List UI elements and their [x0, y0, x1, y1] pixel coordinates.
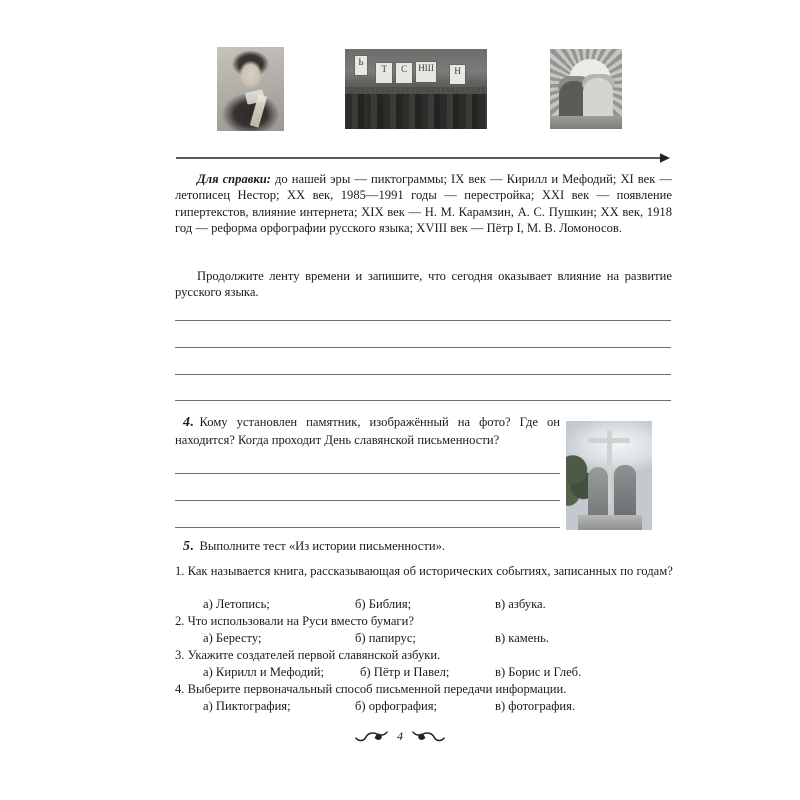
- task-5-text: Выполните тест «Из истории письменности».: [199, 539, 446, 553]
- test-question-number: 3.: [175, 648, 185, 662]
- test-question-number: 2.: [175, 614, 185, 628]
- continue-timeline-text: Продолжите ленту времени и запишите, что сегодня оказывает влияние на развитие русского языка.: [175, 269, 672, 300]
- task-4-number: 4.: [183, 415, 195, 430]
- answer-line[interactable]: [175, 500, 560, 501]
- test-option-a[interactable]: а) Летопись;: [203, 597, 270, 611]
- test-options-row: [175, 630, 675, 647]
- demo-crowd: [345, 94, 487, 129]
- poster-illustration-image: [550, 49, 622, 129]
- test-option-c[interactable]: в) камень.: [495, 631, 549, 645]
- test-question-text: Как называется книга, рассказывающая об исторических событиях, записанных по годам?: [187, 564, 673, 578]
- page-number: 4: [397, 728, 403, 743]
- ornament-right-icon: [411, 729, 445, 743]
- monument-pedestal: [578, 515, 642, 530]
- placard-letter: Т: [376, 63, 392, 83]
- poster-ground: [550, 116, 622, 129]
- reference-body-text: до нашей эры — пиктограммы; IX век — Кирилл и Мефодий; XI век — летописец Нестор; XX век, 1985—1991 годы — перестройка; XXI век — появление гипертекстов, влияние интернета; XIX век — Н. М. Карамзин, А. С. Пушкин; XX век, 1918 год — реформа орфографии русского языка; XVIII век — Пётр I, М. В. Ломоносов.: [175, 172, 672, 235]
- test-option-b[interactable]: б) папирус;: [355, 631, 416, 645]
- answer-line[interactable]: [175, 374, 671, 375]
- answer-line[interactable]: [175, 320, 671, 321]
- ornament-left-icon: [355, 729, 389, 743]
- test-question-text: Укажите создателей первой славянской азбуки.: [187, 648, 441, 662]
- test-options-row: [175, 698, 675, 715]
- task-5: [175, 538, 635, 556]
- page-footer: [0, 727, 800, 744]
- test-question-text: Выберите первоначальный способ письменной передачи информации.: [187, 682, 567, 696]
- timeline-arrow: [176, 152, 670, 164]
- test-option-b[interactable]: б) Пётр и Павел;: [360, 665, 450, 679]
- test-option-c[interactable]: в) азбука.: [495, 597, 546, 611]
- monument-figure-right: [614, 465, 636, 517]
- test-question: [175, 647, 675, 664]
- answer-line[interactable]: [175, 527, 560, 528]
- test-question-number: 4.: [175, 682, 185, 696]
- test-option-a[interactable]: а) Кирилл и Мефодий;: [203, 665, 324, 679]
- photo-literacy-demonstration-image: [345, 49, 487, 129]
- continue-timeline-instruction: [175, 268, 672, 301]
- test-options-row: [175, 596, 675, 613]
- monument-figure-left: [588, 467, 608, 517]
- placard-letter: Н: [450, 65, 465, 84]
- test-question: [175, 613, 675, 630]
- test-question: [175, 681, 675, 698]
- test-question: [175, 563, 675, 580]
- test-option-c[interactable]: в) Борис и Глеб.: [495, 665, 582, 679]
- monument-cross-horizontal: [588, 438, 629, 443]
- test-option-c[interactable]: в) фотография.: [495, 699, 576, 713]
- task-4-text: Кому установлен памятник, изображённый на фото? Где он находится? Когда проходит День славянской письменности?: [175, 415, 560, 447]
- answer-line[interactable]: [175, 473, 560, 474]
- answer-line[interactable]: [175, 400, 671, 401]
- test-question-number: 1.: [175, 564, 185, 578]
- photo-monument-cyril-methodius-image: [566, 421, 652, 530]
- placard-letter: С: [396, 63, 412, 83]
- reference-lead-label: Для справки:: [197, 172, 271, 186]
- placard-letter: Ь: [355, 56, 367, 75]
- test-option-b[interactable]: б) Библия;: [355, 597, 412, 611]
- test-option-a[interactable]: а) Пиктография;: [203, 699, 291, 713]
- test-question-text: Что использовали на Руси вместо бумаги?: [187, 614, 414, 628]
- task-5-number: 5.: [183, 539, 195, 554]
- test-option-a[interactable]: а) Бересту;: [203, 631, 262, 645]
- answer-line[interactable]: [175, 347, 671, 348]
- reference-paragraph: [175, 171, 672, 236]
- task-4: [175, 414, 560, 448]
- placard-letter: НШ: [416, 62, 436, 82]
- portrait-pushkin-image: [217, 47, 284, 131]
- test-option-b[interactable]: б) орфография;: [355, 699, 438, 713]
- test-options-row: [175, 664, 675, 681]
